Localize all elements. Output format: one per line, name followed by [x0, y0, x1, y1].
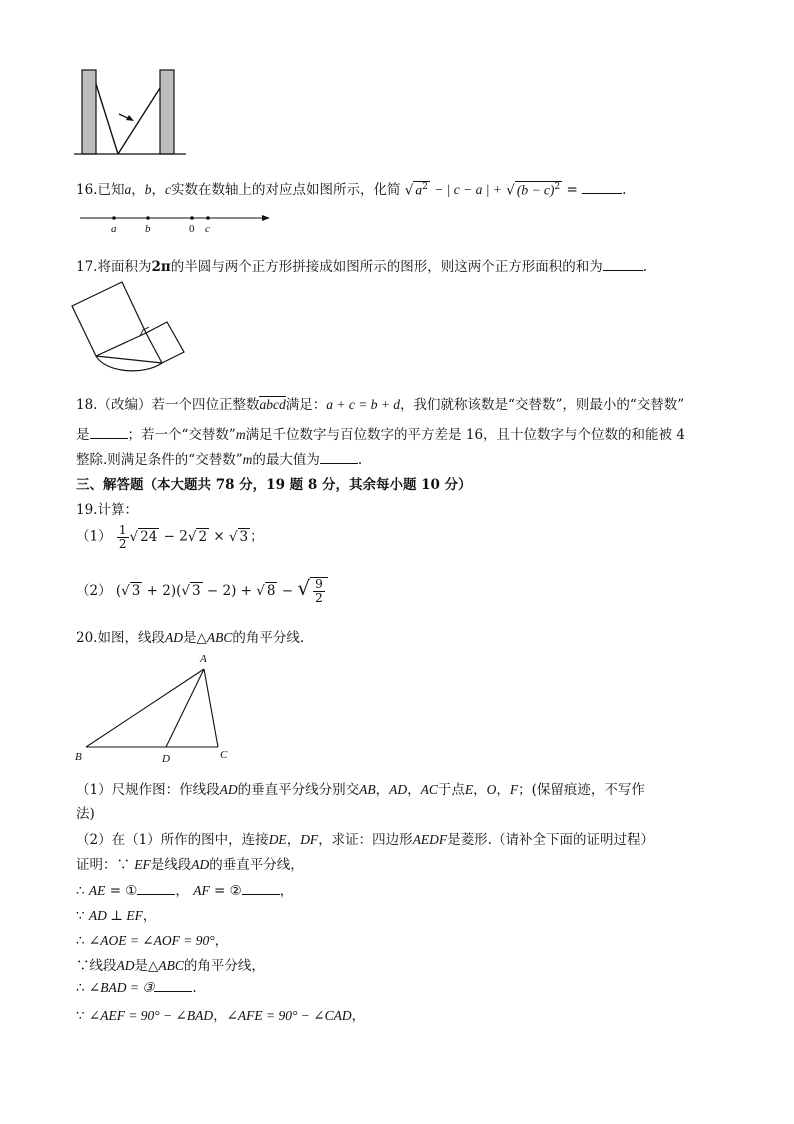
proof-line-4: ∴ ∠AOE = ∠AOF = 90°， [76, 933, 229, 949]
label-a: a [111, 223, 117, 235]
right-pillar [160, 70, 174, 154]
sqrt-a2: √ $a^2$ [404, 181, 428, 198]
side-AC [204, 669, 218, 747]
small-square [146, 322, 184, 363]
side-AB [86, 669, 204, 747]
label-0: 0 [189, 223, 195, 235]
answer-blank-18a [90, 426, 128, 439]
proof-line-2: ∴ AE = ① ， AF = ② ， [76, 883, 294, 899]
answer-blank-16 [582, 181, 622, 194]
section-3-title: 三、解答题（本大题共 78 分，19 题 8 分，其余每小题 10 分） [76, 477, 472, 493]
question-19-part2: （2） (√ 3 + 2)(√ 3 − 2) + √ 8 − √ $\frac{9}{2}$ [76, 576, 328, 605]
label-c: c [205, 223, 210, 235]
question-20-part1: （1）尺规作图：作线段AD的垂直平分线分别交AB，AD，AC于点E，O，F；(保留痕迹，不写作 [76, 782, 645, 798]
question-17: 17.将面积为2π的半圆与两个正方形拼接成如图所示的图形，则这两个正方形面积的和为 . [76, 259, 648, 275]
question-18-line1: 18.（改编）若一个四位正整数abcd满足：a + c = b + d，我们就称该数是“交替数”，则最小的“交替数” [76, 397, 685, 413]
proof-line-1: 证明：∵ EF是线段AD的垂直平分线， [76, 857, 304, 873]
point-a [112, 216, 116, 220]
label-b: b [145, 223, 151, 235]
proof-blank-1 [137, 882, 175, 895]
squares-semicircle-figure [68, 272, 196, 374]
answer-blank-17 [603, 258, 643, 271]
diameter [96, 356, 162, 363]
ladder-figure [70, 66, 190, 158]
point-0 [190, 216, 194, 220]
answer-blank-18b [320, 451, 358, 464]
label-D: D [162, 753, 170, 765]
left-pillar [82, 70, 96, 154]
question-20-intro: 20.如图，线段AD是△ABC的角平分线. [76, 630, 305, 646]
proof-line-5: ∵线段AD是△ABC的角平分线， [76, 958, 265, 974]
proof-line-7: ∵ ∠AEF = 90° − ∠BAD，∠AFE = 90° − ∠CAD， [76, 1008, 366, 1024]
sqrt-bc: √ $(b - c)^2$ [506, 181, 561, 198]
triangle-figure [70, 650, 240, 765]
number-line [74, 210, 274, 236]
question-19-label: 19.计算： [76, 502, 138, 518]
fraction-half: $\frac{1}{2}$ [118, 523, 127, 551]
ladder-right [118, 88, 160, 154]
large-square [72, 282, 146, 356]
proof-blank-2 [242, 882, 280, 895]
point-c [206, 216, 210, 220]
label-C: C [220, 749, 228, 761]
proof-blank-3 [154, 979, 192, 992]
segment-AD [166, 669, 204, 747]
semicircle-arc [96, 356, 162, 371]
label-B: B [75, 751, 82, 763]
question-19-part1: （1） $\frac{1}{2}$ √ 24 − 2√ 2 × √ 3 ； [76, 523, 264, 551]
ladder-left [96, 84, 118, 154]
question-18-line2: 是 ；若一个“交替数”m满足千位数字与百位数字的平方差是 16，且十位数字与个位数的和能被 4 [76, 427, 685, 443]
question-16: 16.已知a，b，c实数在数轴上的对应点如图所示，化简 √ $a^2$ − | c − a | + √ $(b - c)^2$ = . [76, 181, 627, 198]
point-b [146, 216, 150, 220]
question-20-part2: （2）在（1）所作的图中，连接DE，DF，求证：四边形AEDF是菱形.（请补全下面的证明过程） [76, 832, 654, 848]
label-A: A [200, 653, 207, 665]
question-18-line3: 整除.则满足条件的“交替数”m的最大值为 . [76, 452, 363, 468]
question-20-part1-line2: 法) [76, 806, 95, 822]
proof-line-6: ∴ ∠BAD = ③ . [76, 980, 197, 996]
proof-line-3: ∵ AD ⊥ EF， [76, 908, 157, 924]
